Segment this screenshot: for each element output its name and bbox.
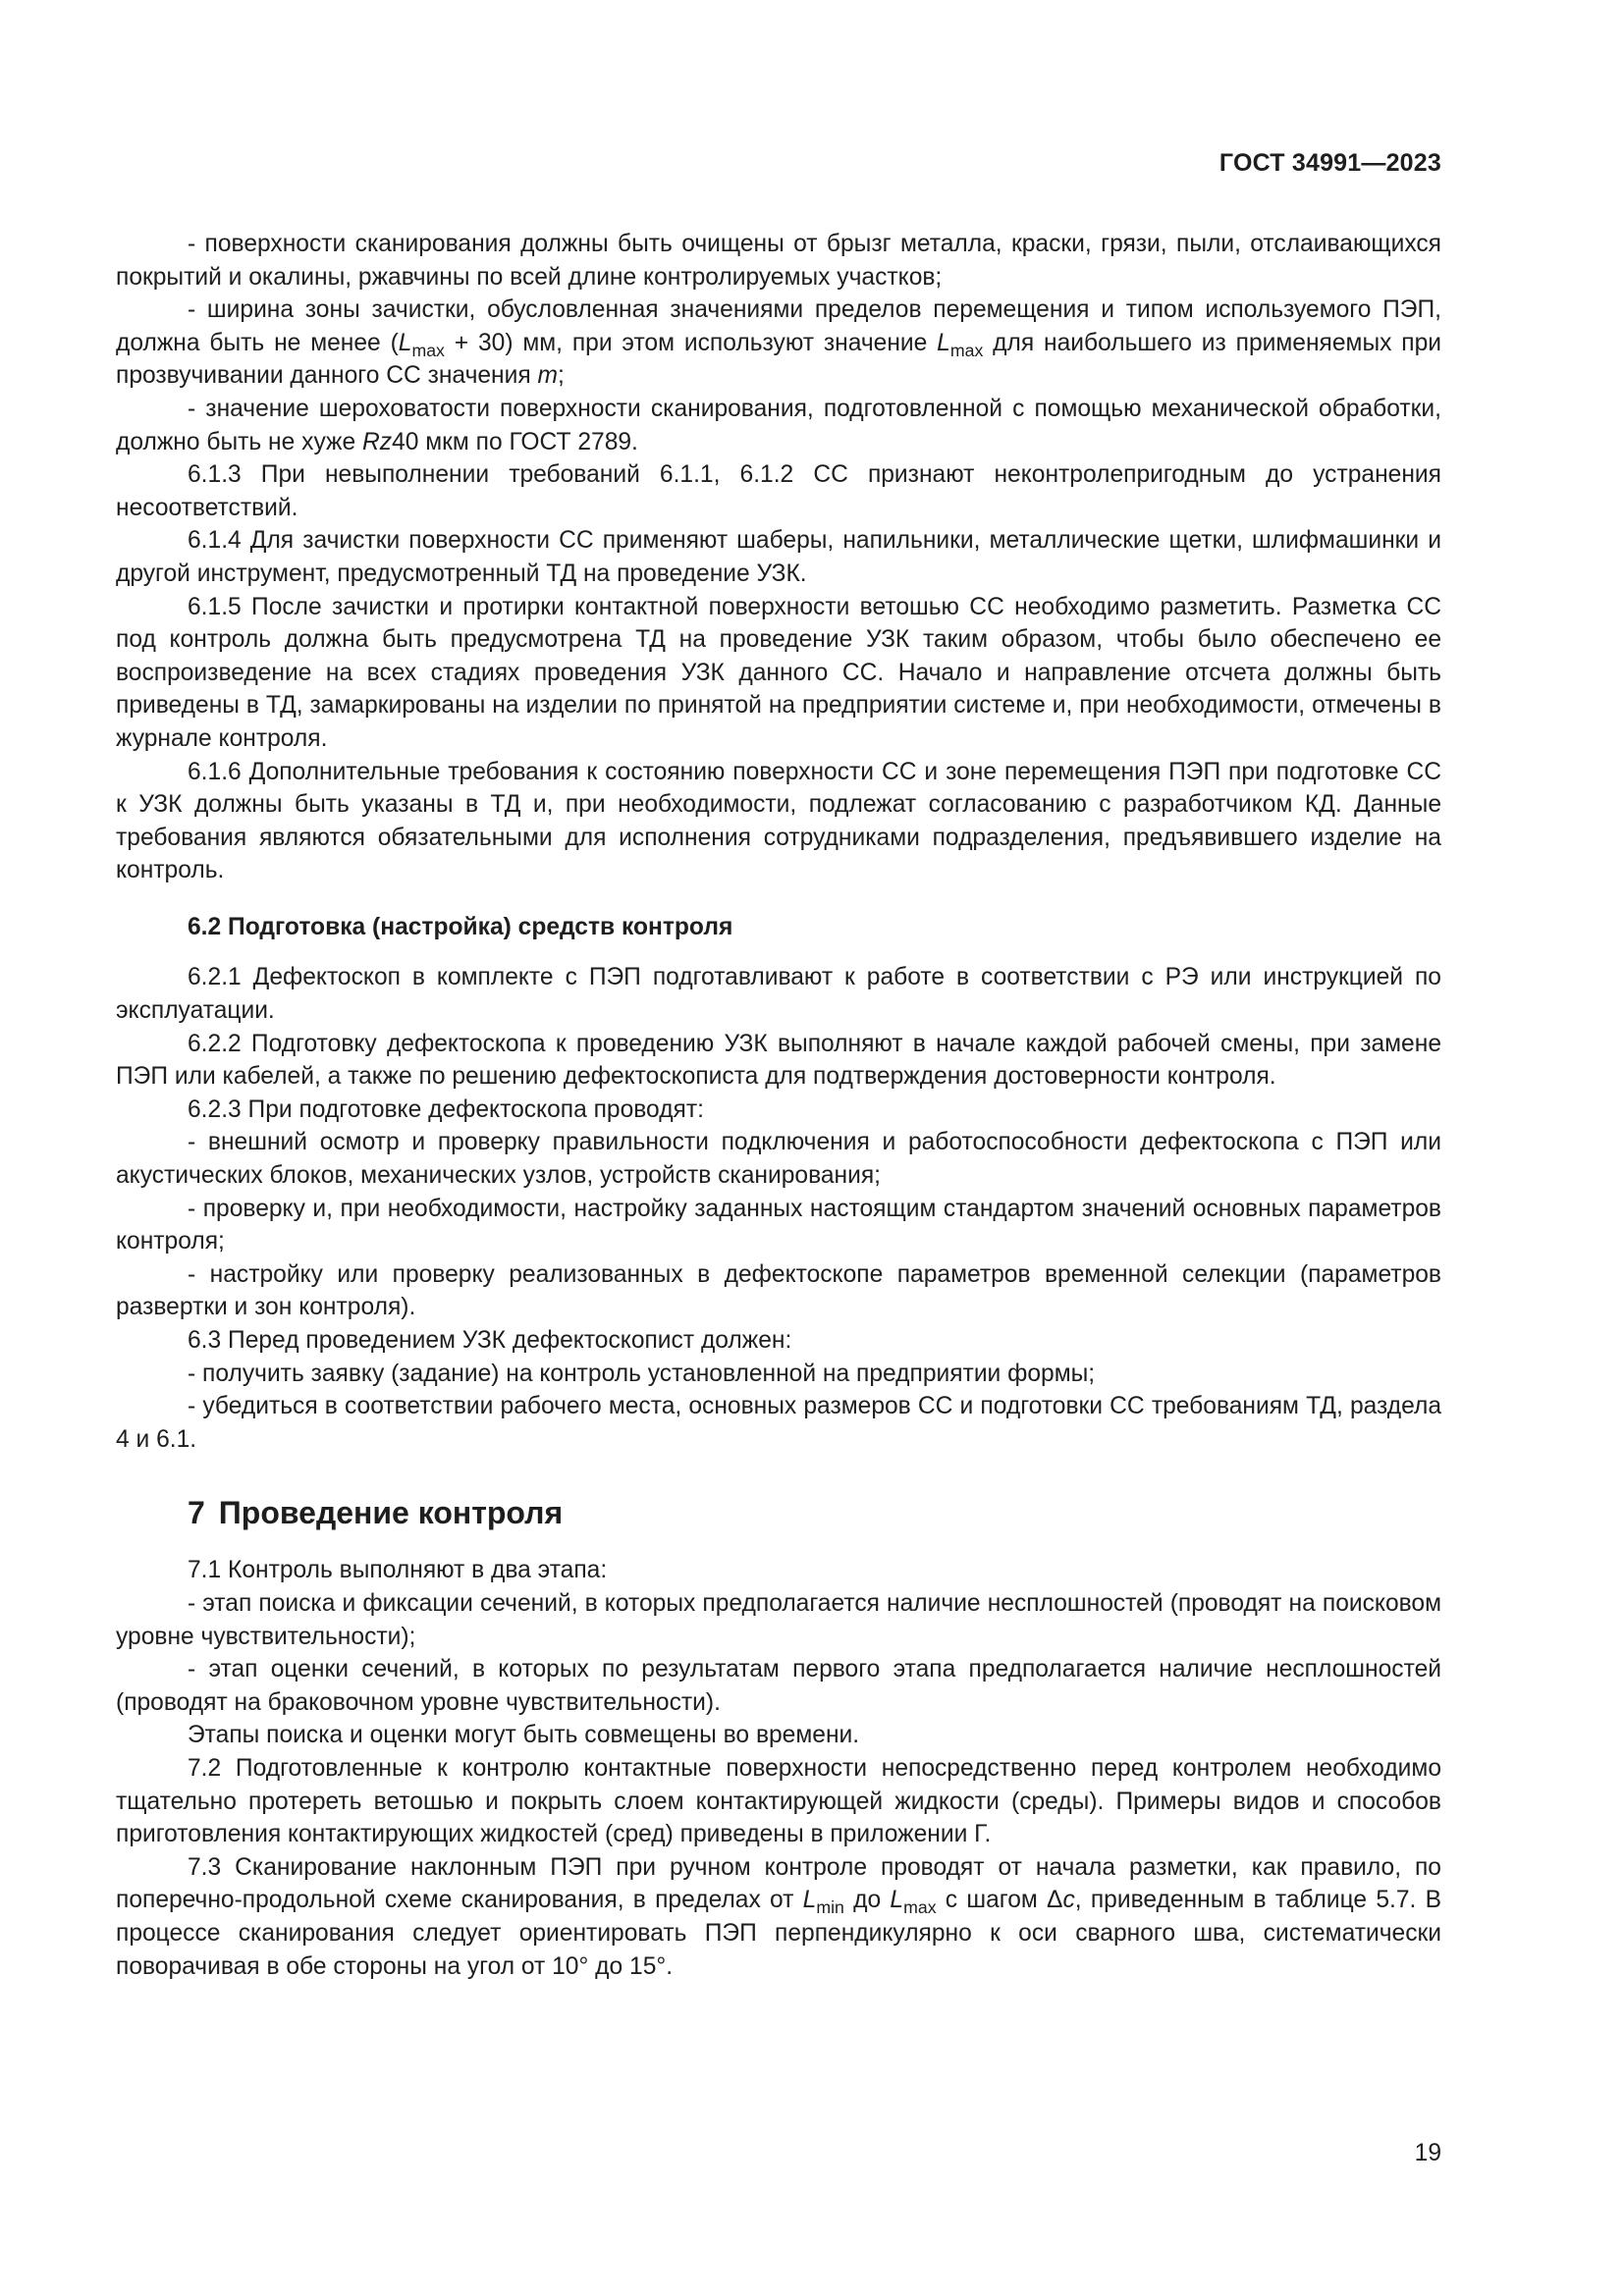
paragraph: Этапы поиска и оценки могут быть совмещены во времени. (188, 1722, 860, 1749)
paragraph: 6.3 Перед проведением УЗК дефектоскопист должен: (188, 1327, 792, 1354)
subscript: min (816, 1897, 844, 1918)
paragraph: 6.2.3 При подготовке дефектоскопа проводят: (188, 1095, 704, 1123)
text-run: 7.3 Сканирование наклонным ПЭП при ручном контроле проводят от начала разметки, как правило, по поперечно-продольной схеме сканирования, в пределах от (116, 1853, 1441, 1914)
text-run: - значение шероховатости поверхности сканирования, подготовленной с помощью механической обработки, должно быть не хуже (116, 395, 1441, 455)
text-run: 40 мкм по ГОСТ 2789. (392, 428, 638, 455)
text-run: - ширина зоны зачистки, обусловленная значениями пределов перемещения и типом используемого ПЭП, должна быть не менее ( (116, 296, 1441, 356)
text-run: ; (558, 362, 565, 390)
var-L: L (398, 329, 412, 356)
var-m: m (537, 362, 559, 390)
paragraph: 6.1.3 При невыполнении требований 6.1.1, 6.1.2 СС признают неконтролепригодным до устранения несоответствий. (116, 461, 1441, 521)
section-heading: 6.2 Подготовка (настройка) средств контроля (188, 913, 733, 940)
text-run: для наибольшего из применяемых при прозвучивании данного СС значения (116, 329, 1441, 390)
page-body (116, 228, 1441, 1983)
paragraph: - внешний осмотр и проверку правильности подключения и работоспособности дефектоскопа с ПЭП или акустических блоков, механических узлов, устройств сканирования; (116, 1129, 1441, 1190)
var-L: L (802, 1887, 817, 1914)
paragraph: 6.1.4 Для зачистки поверхности СС применяют шаберы, напильники, металлические щетки, шлифмашинки и другой инструмент, предусмотренный ТД на проведение УЗК. (116, 527, 1441, 587)
paragraph: 6.2.1 Дефектоскоп в комплекте с ПЭП подготавливают к работе в соответствии с РЭ или инструкцией по эксплуатации. (116, 964, 1441, 1025)
paragraph: - этап поиска и фиксации сечений, в которых предполагается наличие несплошностей (проводят на поисковом уровне чувствительности); (116, 1589, 1441, 1650)
var-L: L (937, 329, 950, 356)
chapter-number: 7 (188, 1495, 205, 1531)
chapter-title: Проведение контроля (218, 1495, 564, 1531)
paragraph: - проверку и, при необходимости, настройку заданных настоящим стандартом значений основных параметров контроля; (116, 1195, 1441, 1255)
paragraph: 7.2 Подготовленные к контролю контактные поверхности непосредственно перед контролем необходимо тщательно протереть ветошью и покрыть слоем контактирующей жидкости (среды). Примеры видов и способов приготовления контактирующих жидкостей (сред) приведены в приложении Г. (116, 1754, 1441, 1848)
subscript: max (949, 340, 984, 360)
paragraph: - поверхности сканирования должны быть очищены от брызг металла, краски, грязи, пыли, отслаивающихся покрытий и окалины, ржавчины по всей длине контролируемых участков; (116, 231, 1441, 291)
document-header: ГОСТ 34991—2023 (1218, 149, 1441, 177)
paragraph: 6.1.6 Дополнительные требования к состоянию поверхности СС и зоне перемещения ПЭП при подготовке СС к УЗК должны быть указаны в ТД и, при необходимости, подлежат согласованию с разработчиком КД. Данные требования являются обязательными для исполнения сотрудниками подразделения, предъявившего изделие на контроль. (116, 758, 1441, 884)
paragraph-width (116, 294, 1441, 393)
subscript: max (903, 1897, 937, 1918)
paragraph: - получить заявку (задание) на контроль установленной на предприятии формы; (188, 1360, 1096, 1387)
chapter-heading (116, 1493, 1441, 1532)
paragraph: - убедиться в соответствии рабочего места, основных размеров СС и подготовки СС требованиям ТД, раздела 4 и 6.1. (116, 1393, 1441, 1453)
paragraph: 6.1.5 После зачистки и протирки контактной поверхности ветошью СС необходимо разметить. Разметка СС под контроль должна быть предусмотрена ТД на проведение УЗК таким образом, чтобы было обеспечено ее воспроизведение на всех стадиях проведения УЗК данного СС. Начало и направление отсчета должны быть приведены в ТД, замаркированы на изделии по принятой на предприятии системе и, при необходимости, отмечены в журнале контроля. (116, 593, 1441, 752)
subscript: max (411, 340, 445, 360)
var-c: c (1062, 1887, 1075, 1914)
paragraph: - этап оценки сечений, в которых по результатам первого этапа предполагается наличие несплошностей (проводят на браковочном уровне чувствительности). (116, 1656, 1441, 1716)
var-L: L (890, 1887, 904, 1914)
paragraph: 6.2.2 Подготовку дефектоскопа к проведению УЗК выполняют в начале каждой рабочей смены, при замене ПЭП или кабелей, а также по решению дефектоскописта для подтверждения достоверности контроля. (116, 1030, 1441, 1091)
text-run: до (843, 1887, 891, 1914)
text-run: , приведенным в таблице 5.7. В процессе сканирования следует ориентировать ПЭП перпендикулярно к оси сварного шва, систематически поворачивая в обе стороны на угол от 10° до 15°. (116, 1887, 1441, 1980)
text-run: с шагом Δ (936, 1887, 1063, 1914)
paragraph: 7.1 Контроль выполняют в два этапа: (188, 1557, 608, 1584)
text-run: + 30) мм, при этом используют значение (444, 329, 938, 356)
paragraph-roughness (116, 393, 1441, 458)
page-number: 19 (1414, 2140, 1441, 2166)
paragraph-73 (116, 1851, 1441, 1983)
paragraph: - настройку или проверку реализованных в дефектоскопе параметров временной селекции (параметров развертки и зон контроля). (116, 1260, 1441, 1321)
var-rz: Rz (361, 428, 393, 455)
